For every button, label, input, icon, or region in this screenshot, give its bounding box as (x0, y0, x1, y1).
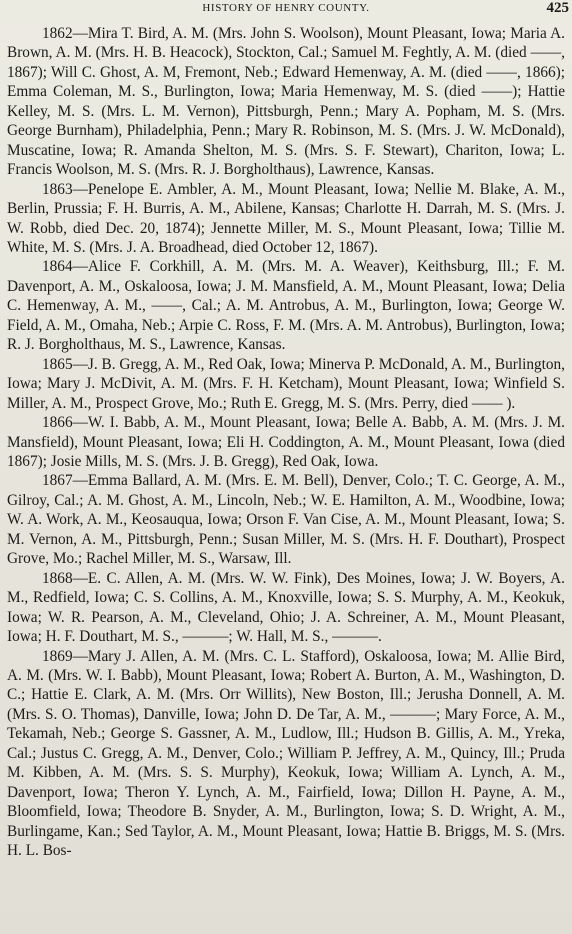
entry-1868: 1868—E. C. Allen, A. M. (Mrs. W. W. Fink), Des Moines, Iowa; J. W. Boyers, A. M., Redfield, Iowa; C. S. Collins, A. M., Knoxville, Iowa; S. S. Murphy, A. M., Keokuk, Iowa; W. R. Pearson, A. M., Cleveland, Ohio; J. A. Schreiner, A. M., Mount Pleasant, Iowa; H. F. Douthart, M. S., ———; W. Hall, M. S., ———. (7, 569, 565, 646)
entry-1863: 1863—Penelope E. Ambler, A. M., Mount Pleasant, Iowa; Nellie M. Blake, A. M., Berlin, Prussia; F. H. Burris, A. M., Abilene, Kansas; Charlotte H. Darrah, M. S. (Mrs. J. W. Robb, died Dec. 20, 1874); Jennette Miller, M. S., Mount Pleasant, Iowa; Tillie M. White, M. S. (Mrs. J. A. Broadhead, died October 12, 1867). (7, 180, 565, 256)
alumni-list (7, 24, 565, 860)
entry-1869: 1869—Mary J. Allen, A. M. (Mrs. C. L. Stafford), Oskaloosa, Iowa; M. Allie Bird, A. M. (Mrs. W. I. Babb), Mount Pleasant, Iowa; Robert A. Burton, A. M., Washington, D. C.; Hattie E. Clark, A. M. (Mrs. Orr Willits), New Boston, Ill.; Jerusha Donnell, A. M. (Mrs. S. O. Thomas), Danville, Iowa; John D. De Tar, A. M., ———; Mary Force, A. M., Tekamah, Neb.; George S. Gassner, A. M., Ludlow, Ill.; Hudson B. Gillis, A. M., Yreka, Cal.; Justus C. Gregg, A. M., Denver, Colo.; William P. Jeffrey, A. M., Quincy, Ill.; Pruda M. Kibben, A. M. (Mrs. S. S. Murphy), Keokuk, Iowa; William A. Lynch, A. M., Davenport, Iowa; Theron Y. Lynch, A. M., Fairfield, Iowa; Dillon H. Payne, A. M., Bloomfield, Iowa; Theodore B. Snyder, A. M., Burlington, Iowa; S. D. Wright, A. M., Burlingame, Kan.; Sed Taylor, A. M., Mount Pleasant, Iowa; Hattie B. Briggs, M. S. (Mrs. H. L. Bos- (7, 647, 565, 860)
entry-1865: 1865—J. B. Gregg, A. M., Red Oak, Iowa; Minerva P. McDonald, A. M., Burlington, Iowa; Mary J. McDivit, A. M. (Mrs. F. H. Ketcham), Mount Pleasant, Iowa; Winfield S. Miller, A. M., Prospect Grove, Mo.; Ruth E. Gregg, M. S. (Mrs. Perry, died —— ). (7, 355, 565, 412)
entry-1866: 1866—W. I. Babb, A. M., Mount Pleasant, Iowa; Belle A. Babb, A. M. (Mrs. J. M. Mansfield), Mount Pleasant, Iowa; Eli H. Coddington, A. M., Mount Pleasant, Iowa (died 1867); Josie Mills, M. S. (Mrs. J. B. Gregg), Red Oak, Iowa. (7, 414, 565, 470)
page-header (0, 0, 572, 16)
running-title: HISTORY OF HENRY COUNTY. (202, 2, 370, 14)
entry-1864: 1864—Alice F. Corkhill, A. M. (Mrs. M. A. Weaver), Keithsburg, Ill.; F. M. Davenport, A. M., Oskaloosa, Iowa; J. M. Mansfield, A. M., Mount Pleasant, Iowa; Delia C. Hemenway, A. M., ——, Cal.; A. M. Antrobus, A. M., Burlington, Iowa; George W. Field, A. M., Omaha, Neb.; Arpie C. Ross, F. M. (Mrs. A. M. Antrobus), Burlington, Iowa; R. J. Borgholthaus, M. S., Lawrence, Kansas. (7, 258, 565, 354)
entry-1867: 1867—Emma Ballard, A. M. (Mrs. E. M. Bell), Denver, Colo.; T. C. George, A. M., Gilroy, Cal.; A. M. Ghost, A. M., Lincoln, Neb.; W. E. Hamilton, A. M., Woodbine, Iowa; W. A. Work, A. M., Keosauqua, Iowa; Orson F. Van Cise, A. M., Mount Pleasant, Iowa; S. M. Vernon, A. M., Pittsburgh, Penn.; Susan Miller, M. S. (Mrs. H. F. Douthart), Prospect Grove, Mo.; Rachel Miller, M. S., Warsaw, Ill. (7, 472, 565, 568)
page-number: 425 (546, 0, 569, 16)
entry-1862: 1862—Mira T. Bird, A. M. (Mrs. John S. Woolson), Mount Pleasant, Iowa; Maria A. Brown, A. M. (Mrs. H. B. Heacock), Stockton, Cal.; Samuel M. Feghtly, A. M. (died ——, 1867); Will C. Ghost, A. M, Fremont, Neb.; Edward Hemenway, A. M. (died ——, 1866); Emma Coleman, M. S., Burlington, Iowa; Maria Hemenway, M. S. (died ——); Hattie Kelley, M. S. (Mrs. L. M. Vernon), Pittsburgh, Penn.; Mary A. Popham, M. S. (Mrs. George Burnham), Philadelphia, Penn.; Mary R. Robinson, M. S. (Mrs. J. W. McDonald), Muscatine, Iowa; R. Amanda Shelton, M. S. (Mrs. S. F. Stewart), Chariton, Iowa; L. Francis Woolson, M. S. (Mrs. R. J. Borgholthaus), Lawrence, Kansas. (7, 25, 565, 179)
